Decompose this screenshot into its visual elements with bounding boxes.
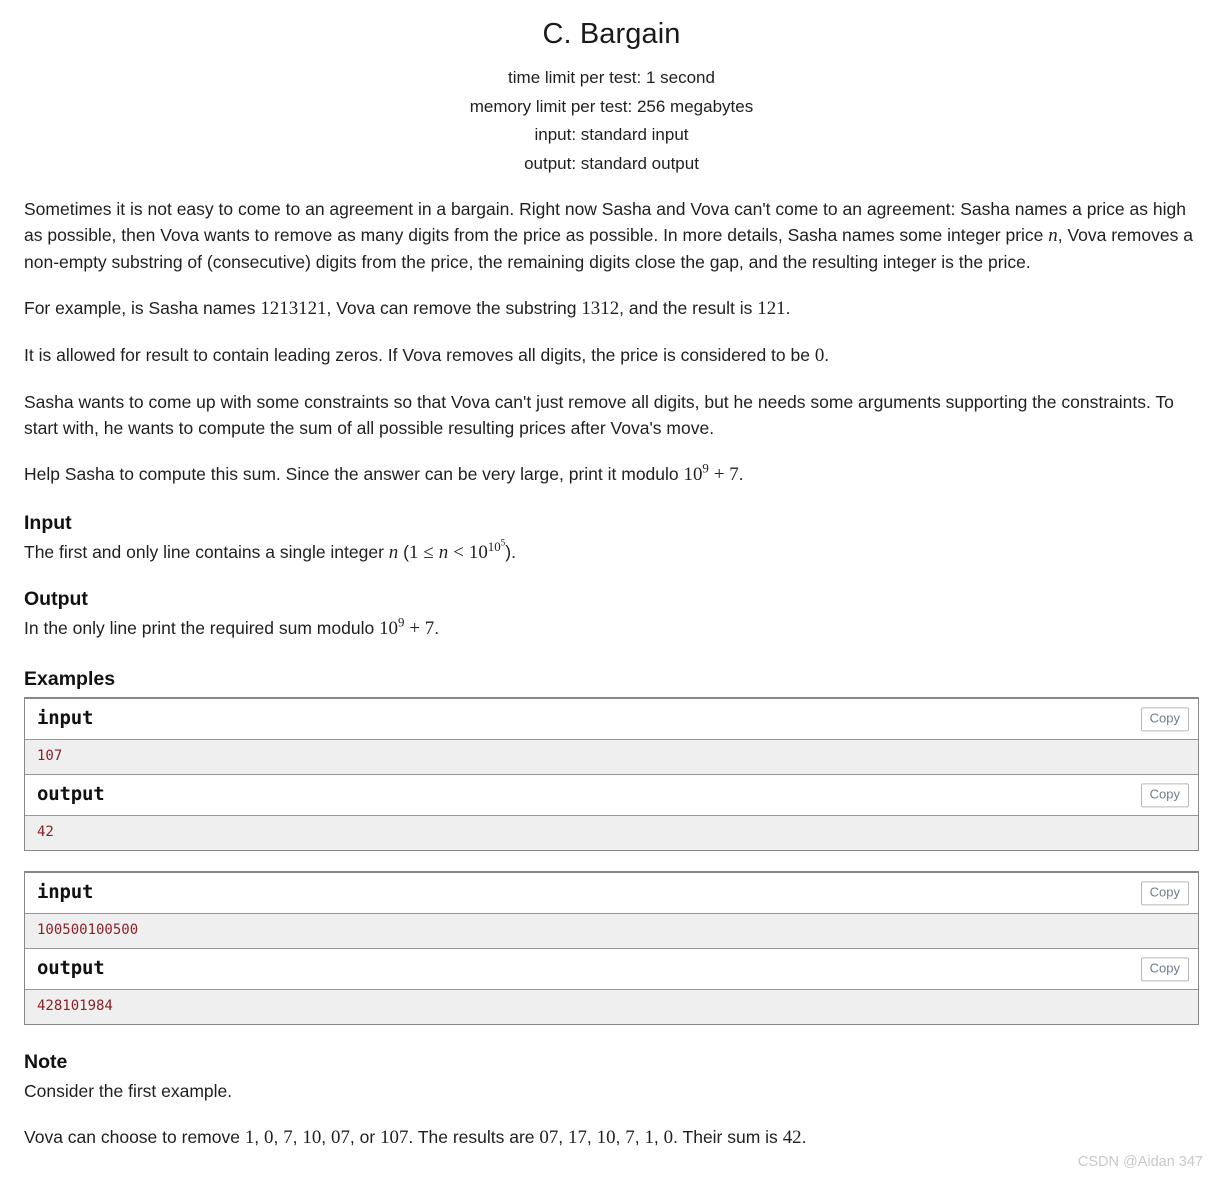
statement-text: , Vova removes a non-empty substring of (consecutive) digits from the price, the remaining digits close the gap, and the resulting integer is the price. bbox=[24, 225, 1193, 273]
math-number-121: 121 bbox=[757, 298, 786, 320]
math-le-operator: ≤ bbox=[423, 542, 434, 564]
math-result-2: 17 bbox=[568, 1127, 587, 1149]
input-section-text: The first and only line contains a single integer bbox=[24, 542, 389, 563]
math-removal-1: 1 bbox=[244, 1127, 255, 1149]
input-title-label: input bbox=[37, 881, 94, 904]
copy-input-button[interactable]: Copy bbox=[1141, 708, 1189, 731]
output-title-label: output bbox=[37, 783, 105, 806]
input-title bbox=[25, 699, 1198, 740]
output-title bbox=[25, 949, 1198, 990]
comma: , bbox=[634, 1127, 645, 1148]
output-section-text: In the only line print the required sum modulo bbox=[24, 618, 380, 639]
math-result-4: 7 bbox=[625, 1127, 635, 1149]
math-exponent-base: 10 bbox=[487, 539, 501, 554]
math-exponent: 9 bbox=[702, 461, 709, 476]
math-constraint-expression bbox=[408, 538, 506, 564]
math-modulo-expression bbox=[683, 461, 739, 486]
sample-test bbox=[24, 697, 1199, 851]
problem-limits bbox=[24, 64, 1199, 178]
math-number-zero: 0 bbox=[814, 345, 825, 367]
statement-text: Sometimes it is not easy to come to an agreement in a bargain. Right now Sasha and Vova can't come to an agreement: Sasha names a price as high as possible, then Vova wants to remove as many digits from the price as possible. In more details, Sasha names some integer price bbox=[24, 199, 1186, 246]
statement-paragraph-1 bbox=[24, 196, 1199, 275]
input-section-body bbox=[24, 539, 1199, 566]
statement-text: For example, is Sasha names bbox=[24, 298, 261, 319]
statement-paragraph-4: Sasha wants to come up with some constraints so that Vova can't just remove all digits, but he needs some arguments supporting the constraints. To start with, he wants to compute the sum of all possible resulting prices after Vova's move. bbox=[24, 392, 1174, 439]
output-data[interactable]: 428101984 bbox=[25, 990, 1198, 1024]
math-exponent: 9 bbox=[397, 615, 405, 630]
math-result-3: 10 bbox=[596, 1127, 616, 1149]
note-text: . The results are bbox=[408, 1127, 540, 1148]
math-modulo-expression bbox=[379, 615, 435, 640]
math-plus-seven: + 7 bbox=[713, 464, 739, 486]
math-result-1: 07 bbox=[539, 1127, 559, 1149]
comma: , bbox=[615, 1127, 626, 1148]
note-or-text: , or bbox=[349, 1127, 381, 1148]
input-source: input: standard input bbox=[534, 125, 689, 145]
math-removal-6: 107 bbox=[380, 1127, 409, 1149]
problem-header bbox=[24, 0, 1199, 178]
examples-heading: Examples bbox=[24, 668, 116, 691]
output-section-heading: Output bbox=[24, 588, 88, 611]
copy-input-button[interactable]: Copy bbox=[1141, 882, 1189, 905]
copy-output-button[interactable]: Copy bbox=[1141, 958, 1189, 981]
page-title: C. Bargain bbox=[542, 18, 681, 50]
comma: , bbox=[292, 1127, 303, 1148]
math-exponent bbox=[488, 540, 505, 554]
statement-text: . bbox=[738, 464, 744, 485]
note-body bbox=[24, 1078, 1199, 1151]
watermark: CSDN @Aidan 347 bbox=[1077, 1154, 1203, 1170]
input-data[interactable]: 107 bbox=[25, 740, 1198, 775]
input-title-label: input bbox=[37, 707, 94, 730]
math-number-1213121: 1213121 bbox=[260, 298, 327, 320]
math-removal-4: 10 bbox=[302, 1127, 322, 1149]
output-title-label: output bbox=[37, 957, 105, 980]
math-plus-seven: + 7 bbox=[409, 618, 435, 640]
output-data[interactable]: 42 bbox=[25, 816, 1198, 850]
math-variable-n: n bbox=[388, 542, 399, 564]
math-result-6: 0 bbox=[663, 1127, 674, 1149]
output-section-text: . bbox=[434, 618, 440, 639]
math-removal-3: 7 bbox=[283, 1127, 293, 1149]
statement-paragraph-2 bbox=[24, 295, 1199, 322]
input-data[interactable]: 100500100500 bbox=[25, 914, 1198, 949]
note-paragraph-1: Consider the first example. bbox=[24, 1081, 233, 1102]
input-title bbox=[25, 873, 1198, 914]
sample-tests bbox=[24, 697, 1199, 1025]
math-variable-n: n bbox=[438, 542, 449, 564]
math-removal-5: 07 bbox=[331, 1127, 350, 1149]
comma: , bbox=[321, 1127, 332, 1148]
comma: , bbox=[558, 1127, 569, 1148]
comma: , bbox=[586, 1127, 597, 1148]
statement-text: . bbox=[824, 345, 830, 366]
note-text: . Their sum is bbox=[673, 1127, 783, 1148]
math-removal-2: 0 bbox=[264, 1127, 274, 1149]
statement-paragraph-5 bbox=[24, 461, 1199, 488]
statement-text: Help Sasha to compute this sum. Since the answer can be very large, print it modulo bbox=[24, 464, 684, 485]
math-base: 10 bbox=[379, 618, 398, 640]
math-exponent-exponent: 5 bbox=[500, 538, 506, 549]
problem-statement bbox=[24, 196, 1199, 488]
sample-test bbox=[24, 871, 1199, 1025]
output-title bbox=[25, 775, 1198, 816]
statement-text: . bbox=[785, 298, 791, 319]
comma: , bbox=[273, 1127, 284, 1148]
math-result-5: 1 bbox=[644, 1127, 654, 1149]
paren-open: ( bbox=[398, 542, 409, 563]
copy-output-button[interactable]: Copy bbox=[1141, 784, 1189, 807]
note-heading: Note bbox=[24, 1051, 68, 1074]
comma: , bbox=[653, 1127, 664, 1148]
input-section-heading: Input bbox=[24, 512, 72, 535]
math-number-1312: 1312 bbox=[581, 298, 620, 320]
math-sum-42: 42 bbox=[782, 1127, 802, 1149]
paren-close: ). bbox=[505, 542, 516, 563]
output-section-body bbox=[24, 615, 1199, 642]
statement-text: , and the result is bbox=[619, 298, 758, 319]
math-lt-operator: < bbox=[453, 542, 464, 564]
note-text: . bbox=[801, 1127, 807, 1148]
math-variable-n: n bbox=[1048, 225, 1058, 247]
math-base: 10 bbox=[468, 542, 488, 564]
note-text: Vova can choose to remove bbox=[24, 1127, 245, 1148]
time-limit: time limit per test: 1 second bbox=[508, 68, 715, 88]
math-base: 10 bbox=[683, 464, 703, 486]
math-one: 1 bbox=[408, 542, 419, 564]
statement-paragraph-3 bbox=[24, 342, 1199, 369]
statement-text: , Vova can remove the substring bbox=[326, 298, 582, 319]
statement-text: It is allowed for result to contain leading zeros. If Vova removes all digits, the price is considered to be bbox=[24, 345, 815, 366]
output-source: output: standard output bbox=[524, 153, 699, 173]
comma: , bbox=[254, 1127, 265, 1148]
note-paragraph-2 bbox=[24, 1124, 1199, 1151]
memory-limit: memory limit per test: 256 megabytes bbox=[469, 96, 754, 116]
